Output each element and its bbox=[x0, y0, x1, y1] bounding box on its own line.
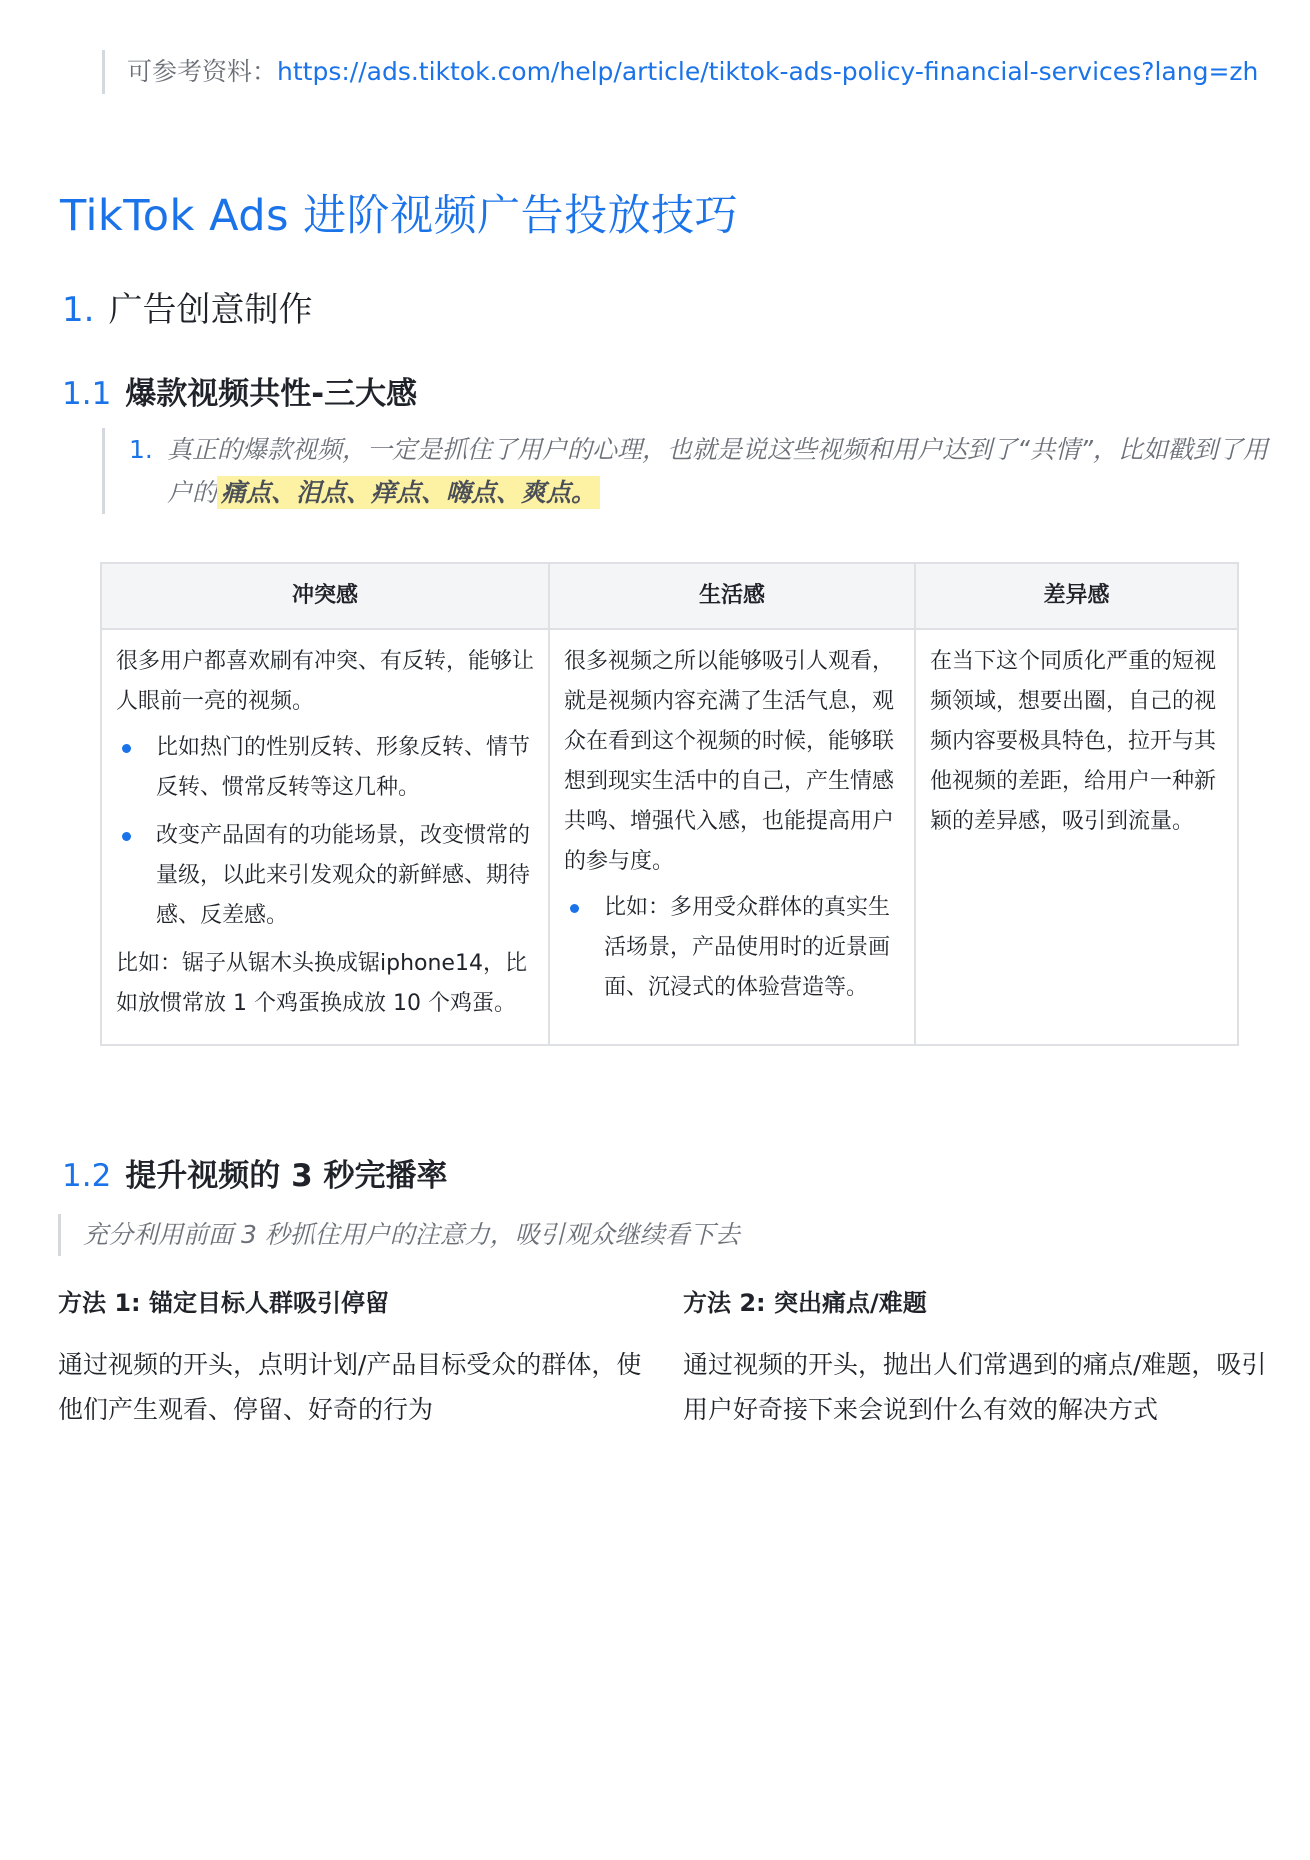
subsection-title: 提升视频的 3 秒完播率 bbox=[125, 1158, 448, 1194]
cell-paragraph: 比如：锯子从锯木头换成锯iphone14，比如放惯常放 1 个鸡蛋换成放 10 个鸡蛋。 bbox=[116, 951, 527, 1016]
bullet-item bbox=[116, 728, 534, 808]
reference-label: 可参考资料： bbox=[127, 57, 278, 86]
list-number: 1. bbox=[129, 435, 153, 464]
method-body: 通过视频的开头，点明计划/产品目标受众的群体，使他们产生观看、停留、好奇的行为 bbox=[58, 1350, 642, 1424]
table-header-life: 生活感 bbox=[549, 563, 915, 629]
note-quote: 充分利用前面 3 秒抓住用户的注意力，吸引观众继续看下去 bbox=[58, 1214, 1283, 1256]
bullet-icon bbox=[122, 744, 131, 753]
bullet-item bbox=[564, 888, 900, 1008]
cell-paragraph: 很多用户都喜欢刷有冲突、有反转，能够让人眼前一亮的视频。 bbox=[116, 649, 535, 714]
subsection-title: 爆款视频共性-三大感 bbox=[125, 376, 418, 412]
section-number: 1. bbox=[62, 290, 95, 330]
bullet-text: 比如热门的性别反转、形象反转、情节反转、惯常反转等这几种。 bbox=[156, 735, 531, 800]
section-heading-1 bbox=[62, 282, 312, 331]
bullet-text: 改变产品固有的功能场景，改变惯常的量级，以此来引发观众的新鲜感、期待感、反差感。 bbox=[156, 823, 531, 928]
method-body: 通过视频的开头，抛出人们常遇到的痛点/难题，吸引用户好奇接下来会说到什么有效的解决方式 bbox=[683, 1350, 1267, 1424]
reference-quote bbox=[102, 50, 1277, 94]
method-title: 方法 2: 突出痛点/难题 bbox=[683, 1289, 927, 1317]
table-header-conflict: 冲突感 bbox=[101, 563, 549, 629]
bullet-text: 比如：多用受众群体的真实生活场景，产品使用时的近景画面、沉浸式的体验营造等。 bbox=[604, 895, 891, 1000]
subsection-heading-1-2 bbox=[62, 1150, 447, 1195]
table-header-row bbox=[101, 563, 1238, 629]
subsection-number: 1.2 bbox=[62, 1158, 112, 1194]
doc-title: TikTok Ads 进阶视频广告投放技巧 bbox=[60, 191, 739, 241]
table-header-difference: 差异感 bbox=[915, 563, 1238, 629]
bullet-item bbox=[116, 816, 534, 936]
table-row bbox=[101, 629, 1238, 1045]
comparison-table bbox=[100, 562, 1239, 1046]
bullet-icon bbox=[570, 904, 579, 913]
quote-list-item bbox=[102, 428, 1279, 514]
quote-text bbox=[129, 428, 1279, 514]
cell-bullet-list bbox=[116, 728, 534, 936]
quote-body: 真正的爆款视频，一定是抓住了用户的心理，也就是说这些视频和用户达到了“共情”，比如戳到了用户的 bbox=[167, 435, 1268, 507]
table-cell-difference bbox=[915, 629, 1238, 1045]
method-block-1 bbox=[58, 1286, 648, 1432]
highlighted-keywords: 痛点、泪点、痒点、嗨点、爽点。 bbox=[217, 476, 600, 509]
cell-bullet-list bbox=[564, 888, 900, 1008]
bullet-icon bbox=[122, 832, 131, 841]
table-cell-life bbox=[549, 629, 915, 1045]
cell-paragraph: 很多视频之所以能够吸引人观看，就是视频内容充满了生活气息，观众在看到这个视频的时候，能够联想到现实生活中的自己，产生情感共鸣、增强代入感，也能提高用户的参与度。 bbox=[564, 649, 895, 874]
method-block-2 bbox=[683, 1286, 1273, 1432]
subsection-number: 1.1 bbox=[62, 376, 112, 412]
subsection-heading-1-1 bbox=[62, 368, 417, 413]
section-title: 广告创意制作 bbox=[108, 290, 313, 330]
method-title: 方法 1: 锚定目标人群吸引停留 bbox=[58, 1289, 390, 1317]
reference-link[interactable]: https://ads.tiktok.com/help/article/tiktok-ads-policy-financial-services?lang=zh bbox=[277, 57, 1259, 86]
cell-paragraph: 在当下这个同质化严重的短视频领域，想要出圈，自己的视频内容要极具特色，拉开与其他视频的差距，给用户一种新颖的差异感，吸引到流量。 bbox=[930, 649, 1217, 834]
table-cell-conflict bbox=[101, 629, 549, 1045]
